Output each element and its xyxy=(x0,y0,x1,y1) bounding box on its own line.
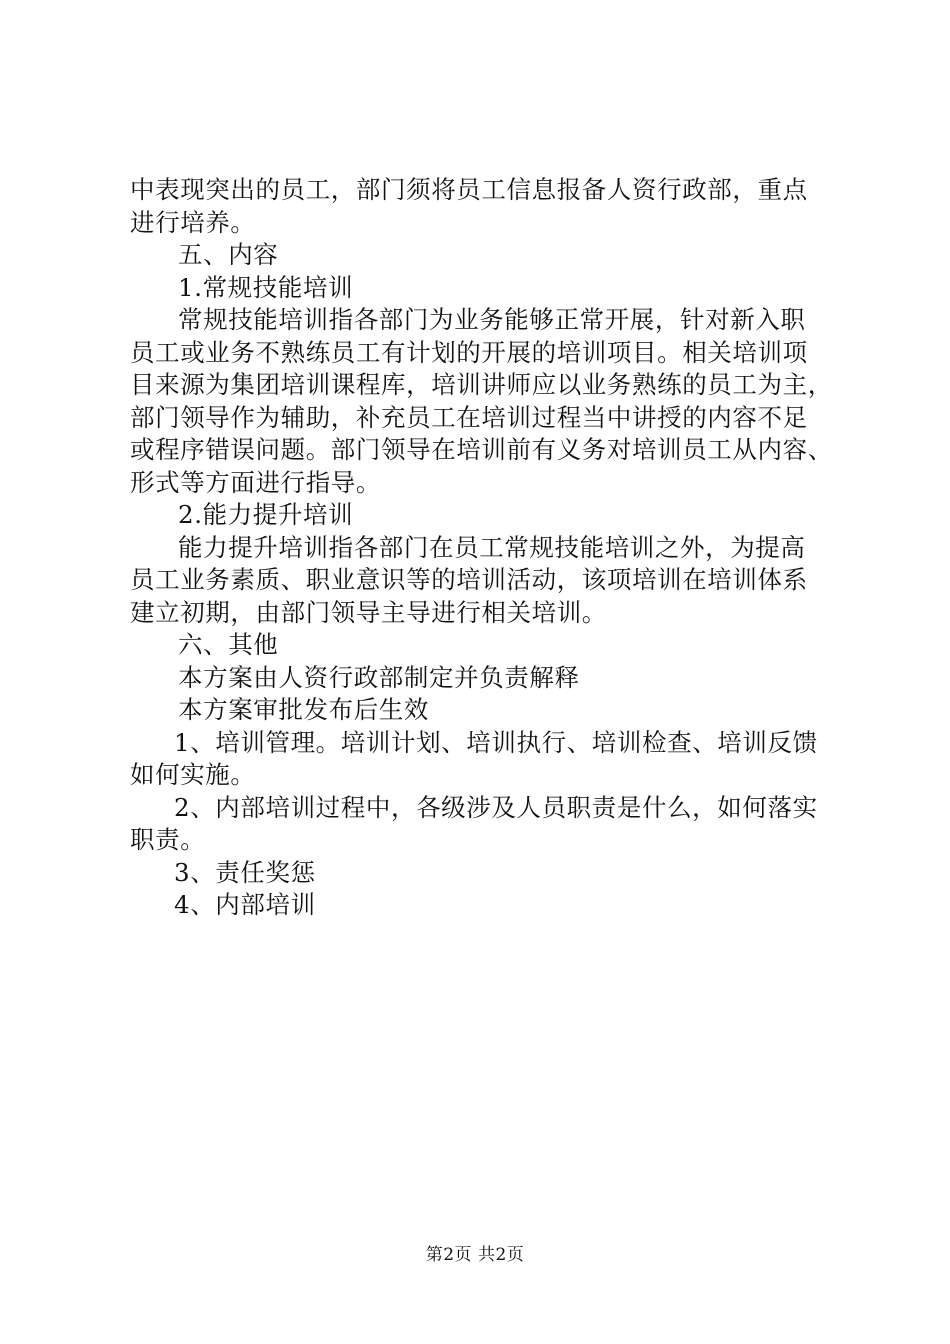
body-line: 本方案审批发布后生效 xyxy=(178,695,429,724)
list-item: 3、责任奖惩 xyxy=(174,857,316,887)
subsection-heading: 2.能力提升培训 xyxy=(178,500,354,529)
page-number-footer: 第2页 共2页 xyxy=(425,1245,525,1265)
list-item: 2、内部培训过程中，各级涉及人员职责是什么，如何落实 xyxy=(174,792,818,822)
body-line: 常规技能培训指各部门为业务能够正常开展，针对新入职 xyxy=(178,305,806,334)
list-item: 4、内部培训 xyxy=(174,890,316,919)
section-heading: 五、内容 xyxy=(178,240,279,269)
body-line: 或程序错误问题。部门领导在培训前有义务对培训员工从内容、 xyxy=(130,435,833,464)
body-line: 中表现突出的员工，部门须将员工信息报备人资行政部，重点 xyxy=(130,175,808,204)
document-body xyxy=(130,174,833,922)
body-line: 员工或业务不熟练员工有计划的开展的培训项目。相关培训项 xyxy=(130,337,808,367)
body-line: 部门领导作为辅助，补充员工在培训过程当中讲授的内容不足 xyxy=(130,402,808,432)
body-line: 目来源为集团培训课程库，培训讲师应以业务熟练的员工为主， xyxy=(130,370,833,399)
body-line: 形式等方面进行指导。 xyxy=(130,467,381,497)
list-item: 1、培训管理。培训计划、培训执行、培训检查、培训反馈 xyxy=(174,727,818,757)
section-heading: 六、其他 xyxy=(178,630,279,659)
body-line: 建立初期，由部门领导主导进行相关培训。 xyxy=(130,597,607,627)
body-line: 本方案由人资行政部制定并负责解释 xyxy=(178,662,580,692)
subsection-heading: 1.常规技能培训 xyxy=(178,272,354,302)
body-line: 进行培养。 xyxy=(130,207,256,237)
list-item-continuation: 如何实施。 xyxy=(130,760,256,789)
body-line: 员工业务素质、职业意识等的培训活动，该项培训在培训体系 xyxy=(130,565,808,594)
body-line: 能力提升培训指各部门在员工常规技能培训之外，为提高 xyxy=(178,532,806,562)
list-item-continuation: 职责。 xyxy=(130,825,206,854)
